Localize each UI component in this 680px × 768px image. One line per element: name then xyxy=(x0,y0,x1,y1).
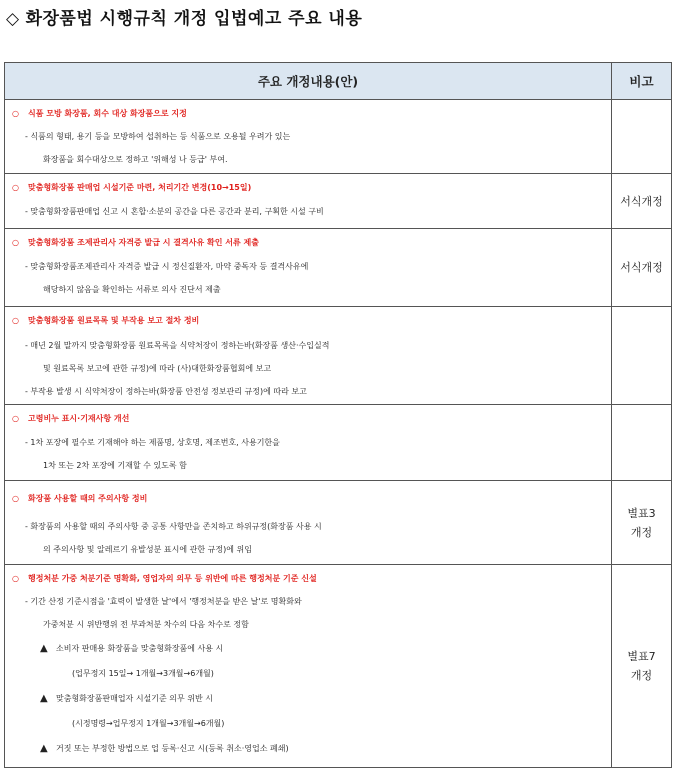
circle-icon: ○ xyxy=(12,494,19,503)
row-content xyxy=(5,174,612,229)
amendment-table xyxy=(4,62,672,768)
table-row xyxy=(5,100,672,174)
row-note xyxy=(612,307,672,405)
table-row xyxy=(5,405,672,481)
body-line: 1차 또는 2차 포장에 기재할 수 있도록 함 xyxy=(43,461,187,470)
header-content: 주요 개정내용(안) xyxy=(5,63,612,100)
triangle-icon: ▲ xyxy=(40,643,48,654)
list-item: ▲ 소비자 판매용 화장품을 맞춤형화장품에 사용 시 xyxy=(5,636,611,661)
table-header-row xyxy=(5,63,672,100)
row-note: 서식개정 xyxy=(612,229,672,307)
body-line: - 맞춤형화장품판매업 신고 시 혼합·소분의 공간을 다른 공간과 분리, 구획한 시설 구비 xyxy=(25,207,324,216)
section-title: ○ 맞춤형화장품 원료목록 및 부작용 보고 절차 정비 xyxy=(5,307,611,330)
circle-icon: ○ xyxy=(12,574,19,583)
row-content xyxy=(5,229,612,307)
diamond-icon: ◇ xyxy=(6,9,20,29)
body-line: - 맞춤형화장품조제관리사 자격증 발급 시 정신질환자, 마약 중독자 등 결격사유에 xyxy=(25,262,309,271)
section-title: ○ 행정처분 가중 처분기준 명확화, 영업자의 의무 등 위반에 따른 행정처분 기준 신설 xyxy=(5,565,611,588)
body-line: 의 주의사항 및 알레르기 유발성분 표시에 관한 규정)에 위임 xyxy=(43,545,252,554)
body-line: - 부작용 발생 시 식약처장이 정하는바(화장품 안전성 정보관리 규정)에 따라 보고 xyxy=(25,387,307,396)
body-line: - 식품의 형태, 용기 등을 모방하여 섭취하는 등 식품으로 오용될 우려가 있는 xyxy=(25,132,291,141)
circle-icon: ○ xyxy=(12,109,19,118)
table-row xyxy=(5,565,672,768)
list-item-detail: (업무정지 15일→ 1개월→3개월→6개월) xyxy=(72,669,214,678)
row-note: 서식개정 xyxy=(612,174,672,229)
body-line: 가중처분 시 위반행위 전 부과처분 차수의 다음 차수로 정함 xyxy=(43,620,249,629)
header-note: 비고 xyxy=(612,63,672,100)
section-title: ○ 화장품 사용할 때의 주의사항 정비 xyxy=(5,481,611,508)
table-row xyxy=(5,481,672,565)
triangle-icon: ▲ xyxy=(40,743,48,754)
body-line: - 매년 2월 말까지 맞춤형화장품 원료목록을 식약처장이 정하는바(화장품 생산·수입실적 xyxy=(25,341,330,350)
triangle-icon: ▲ xyxy=(40,693,48,704)
table-row xyxy=(5,229,672,307)
circle-icon: ○ xyxy=(12,238,19,247)
row-note: 별표7 개정 xyxy=(612,565,672,768)
page-title xyxy=(6,4,362,29)
list-item-detail: (시정명령→업무정지 1개월→3개월→6개월) xyxy=(72,719,225,728)
body-line: - 화장품의 사용할 때의 주의사항 중 공통 사항만을 존치하고 하위규정(화장품 사용 시 xyxy=(25,522,322,531)
row-note xyxy=(612,100,672,174)
section-title: ○ 맞춤형화장품 판매업 시설기준 마련, 처리기간 변경(10→15일) xyxy=(5,174,611,197)
row-note xyxy=(612,405,672,481)
row-content xyxy=(5,100,612,174)
row-content xyxy=(5,405,612,481)
circle-icon: ○ xyxy=(12,316,19,325)
section-title: ○ 식품 모방 화장품, 회수 대상 화장품으로 지정 xyxy=(5,100,611,123)
section-title: ○ 고령비누 표시·기재사항 개선 xyxy=(5,405,611,428)
row-content xyxy=(5,481,612,565)
body-line: - 1차 포장에 필수로 기재해야 하는 제품명, 상호명, 제조번호, 사용기한을 xyxy=(25,438,280,447)
body-line: 해당하지 않음을 확인하는 서류로 의사 진단서 제출 xyxy=(43,285,221,294)
body-line: 및 원료목록 보고에 관한 규정)에 따라 (사)대한화장품협회에 보고 xyxy=(43,364,272,373)
page-title-text: 화장품법 시행규칙 개정 입법예고 주요 내용 xyxy=(25,9,363,29)
table-row xyxy=(5,307,672,405)
row-content xyxy=(5,307,612,405)
table-row xyxy=(5,174,672,229)
body-line: 화장품을 회수대상으로 정하고 '위해성 나 등급' 부여. xyxy=(43,155,228,164)
section-title: ○ 맞춤형화장품 조제관리사 자격증 발급 시 결격사유 확인 서류 제출 xyxy=(5,229,611,252)
row-content xyxy=(5,565,612,768)
circle-icon: ○ xyxy=(12,414,19,423)
body-line: - 기간 산정 기준시점을 '효력이 발생한 날'에서 '행정처분을 받은 날'로 명확화와 xyxy=(25,597,302,606)
list-item: ▲ 거짓 또는 부정한 방법으로 업 등록·신고 시(등록 취소·영업소 폐쇄) xyxy=(5,736,611,761)
row-note: 별표3 개정 xyxy=(612,481,672,565)
list-item: ▲ 맞춤형화장품판매업자 시설기준 의무 위반 시 xyxy=(5,686,611,711)
circle-icon: ○ xyxy=(12,183,19,192)
